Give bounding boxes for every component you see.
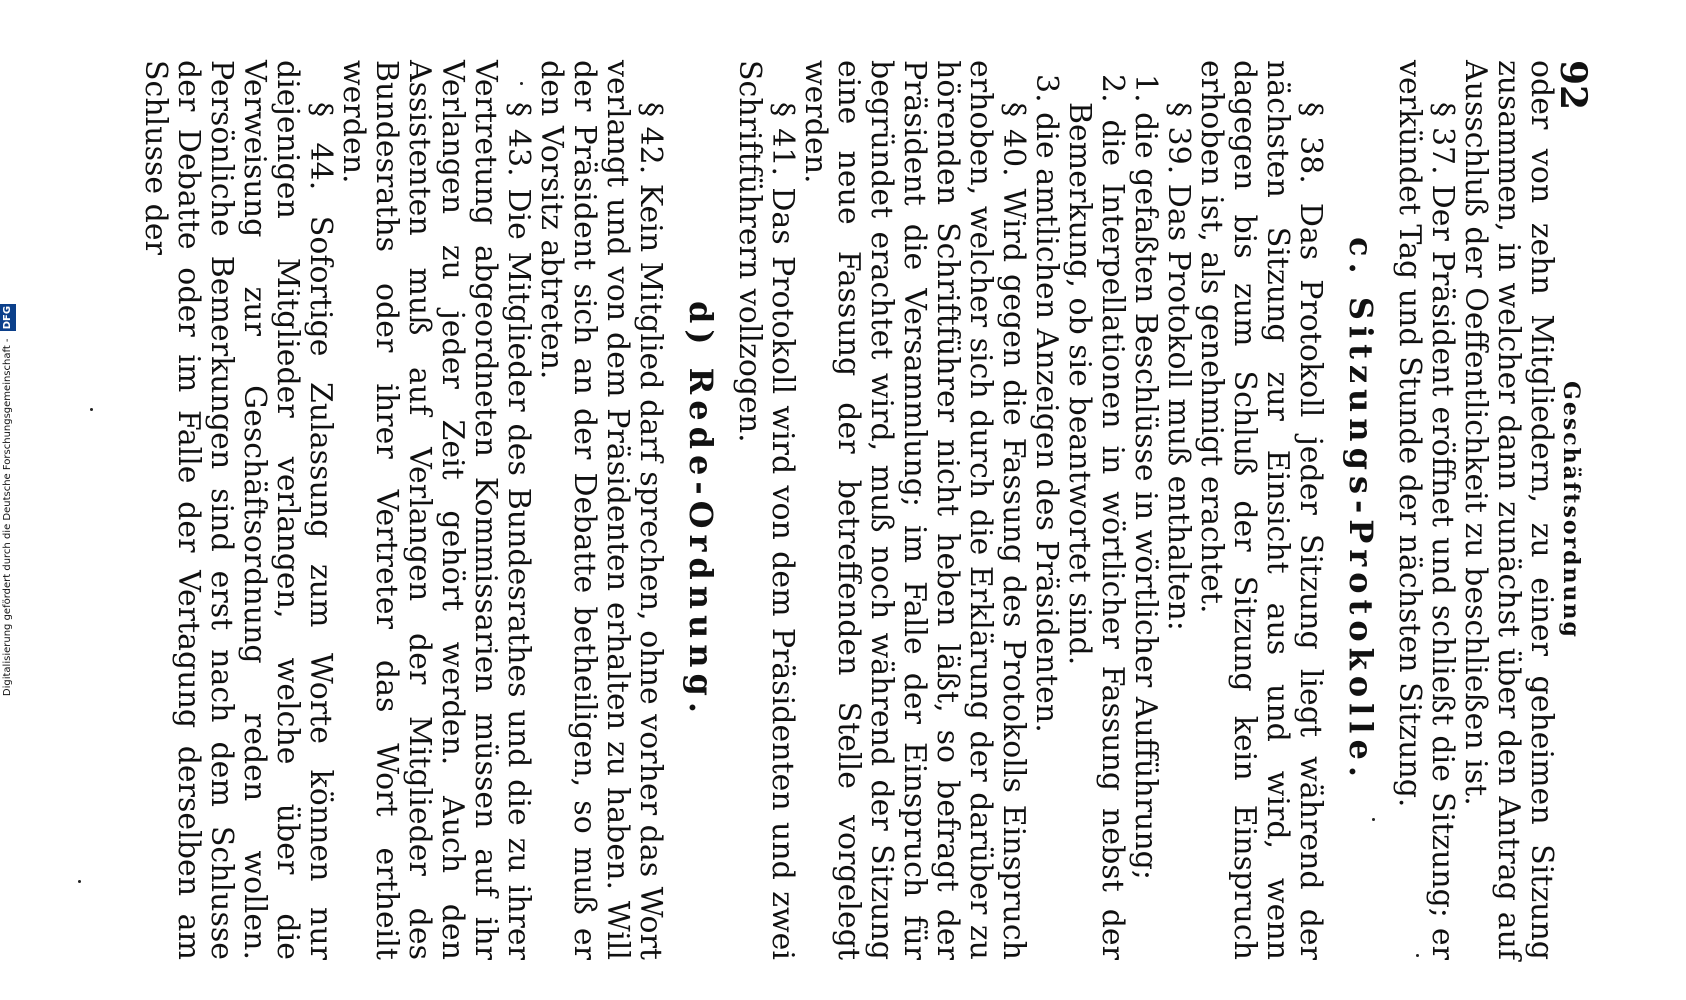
section-heading-sitzungs-protokolle: c. Sitzungs-Protokolle. xyxy=(1342,237,1380,783)
paragraph-section-37: § 37. Der Präsident eröffnet und schließt die Sitzung; er verkündet Tag und Stunde der nächsten Sitzung. xyxy=(1392,60,1460,960)
paragraph-section-40: § 40. Wird gegen die Fassung des Protokolls Einspruch erhoben, welcher sich durch die Erklärung der darüber zu hörenden Schriftführer nicht heben läßt, so befragt der Präsident die Versammlung; im Falle der Einspruch für begründet erachtet wird, muß noch während der Sitzung eine neue Fassung der betreffenden Stelle vorgelegt werden. xyxy=(798,60,1031,960)
list-item-2: 2. die Interpellationen in wörtlicher Fassung nebst der Bemerkung, ob sie beantwortet sind. xyxy=(1062,74,1130,960)
paragraph-section-42: § 42. Kein Mitglied darf sprechen, ohne vorher das Wort verlangt und von dem Präsidenten erhalten zu haben. Will der Präsident sich an der Debatte betheiligen, so muß er den Vorsitz abtreten. xyxy=(534,60,668,960)
paragraph-section-41: § 41. Das Protokoll wird von dem Präsidenten und zwei Schriftführern vollzogen. xyxy=(732,60,800,960)
paragraph-section-43: § 43. Die Mitglieder des Bundesrathes und die zu ihrer Vertretung abgeordneten Kommissarien müssen auf ihr Verlangen zu jeder Zeit gehört werden. Auch den Assistenten muß auf Verlangen der Mitglieder des Bundesraths oder ihrer Vertreter das Wort ertheilt werden. xyxy=(336,60,536,960)
credit-text: Digitalisierung gefördert durch die Deutsche Forschungsgemeinschaft - xyxy=(2,338,13,697)
running-head: Geschäftsordnung xyxy=(1558,381,1584,639)
digitization-credit xyxy=(0,0,16,1000)
list-item-3: 3. die amtlichen Anzeigen des Präsidenten. xyxy=(1029,74,1064,733)
paragraph-section-44: § 44. Sofortige Zulassung zum Worte können nur diejenigen Mitglieder verlangen, welche über die Verweisung zur Geschäftsordnung reden wollen. Persönliche Bemerkungen sind erst nach dem Schlusse der Debatte oder im Falle der Vertagung derselben am Schlusse der xyxy=(138,60,338,960)
section-heading-rede-ordnung: d) Rede-Ordnung. xyxy=(682,300,720,720)
paragraph-section-38: § 38. Das Protokoll jeder Sitzung liegt während der nächsten Sitzung zur Einsicht aus und wird, wenn dagegen bis zum Schluß der Sitzung kein Einspruch erhoben ist, als genehmigt erachtet. xyxy=(1194,60,1328,960)
paragraph-continuation: oder von zehn Mitgliedern, zu einer geheimen Sitzung zusammen, in welcher dann zunächst über den Antrag auf Ausschluß der Oeffentlichkeit zu beschließen ist. xyxy=(1458,60,1559,960)
list-item-1: 1. die gefaßten Beschlüsse in wörtlicher Aufführung; xyxy=(1128,74,1163,880)
dfg-logo: DFG xyxy=(0,304,16,331)
page-number: 92 xyxy=(1552,60,1594,111)
paragraph-section-39: § 39. Das Protokoll muß enthalten: xyxy=(1161,102,1196,631)
